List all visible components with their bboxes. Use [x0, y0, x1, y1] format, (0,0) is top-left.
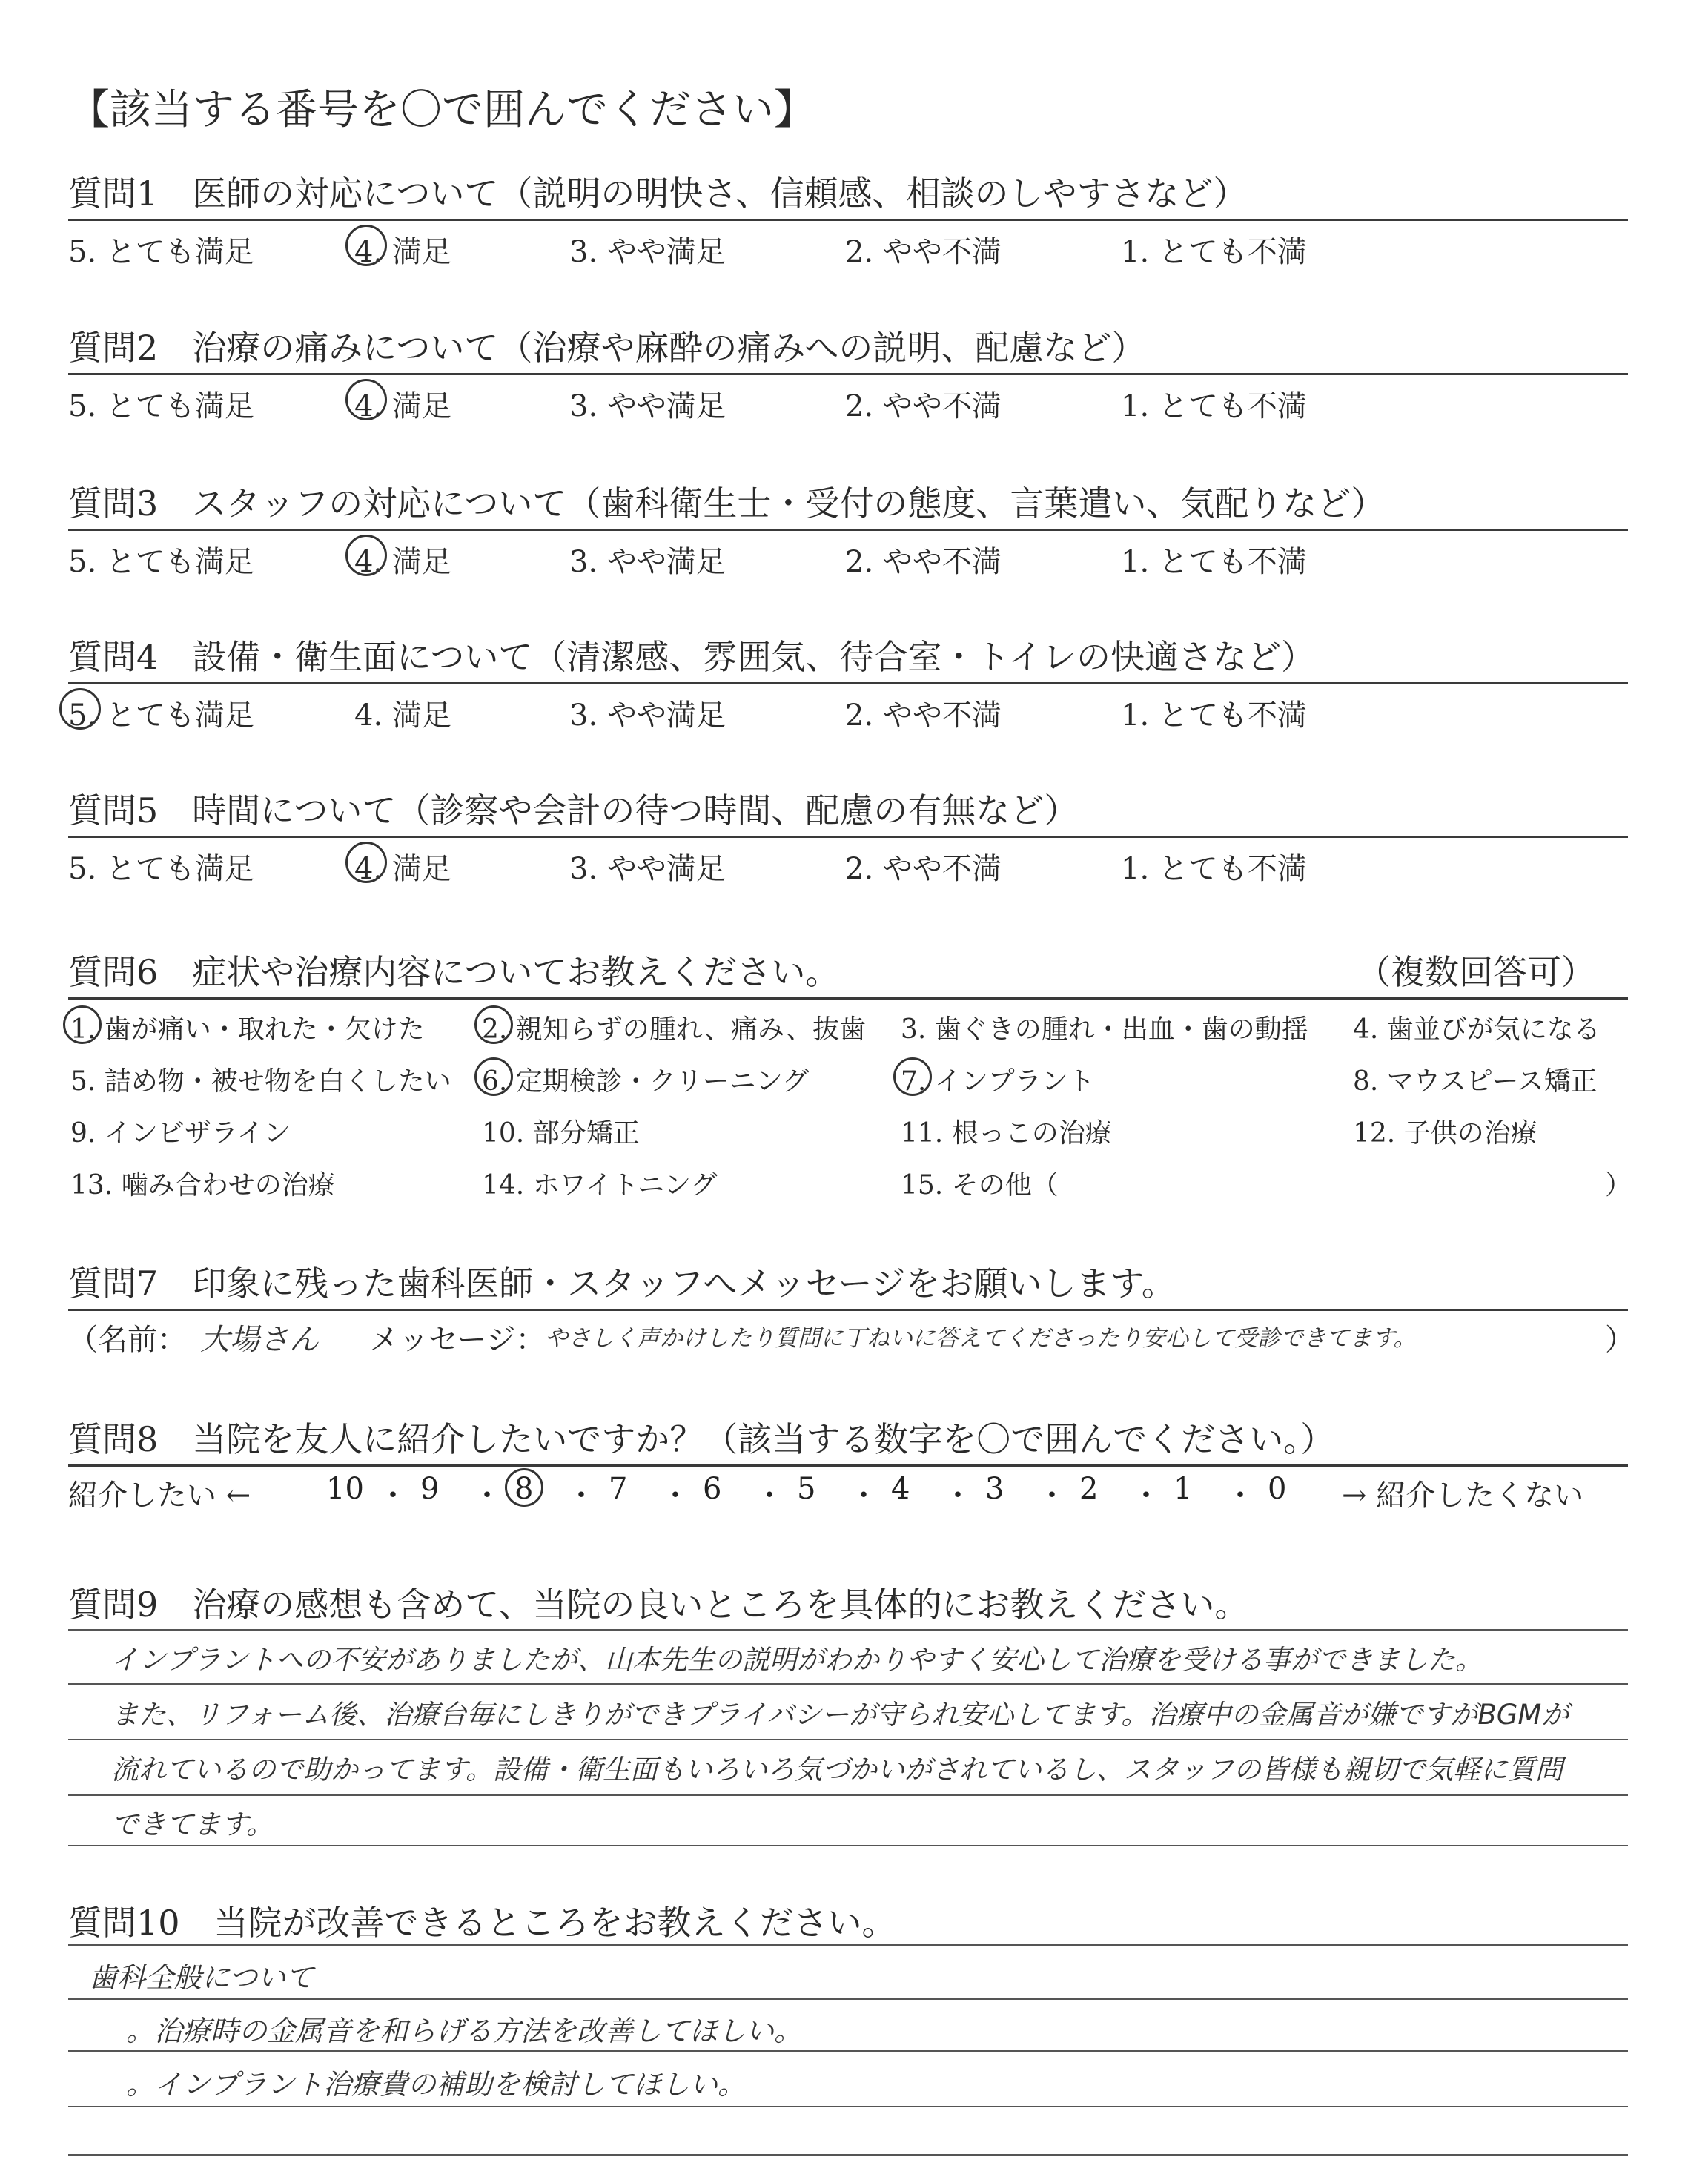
q6-item: 15. その他（ — [901, 1170, 1059, 1200]
q7-name-label: （名前： — [68, 1323, 187, 1357]
question-1-title: 質問1 医師の対応について（説明の明快さ、信頼感、相談のしやすさなど） — [68, 174, 1248, 214]
q8-scale-number: 4 — [891, 1472, 910, 1506]
q8-left-label: 紹介したい ← — [68, 1479, 251, 1513]
q10-rule — [68, 2050, 1628, 2052]
q6-rule — [68, 997, 1628, 1000]
q10-rule — [68, 2106, 1628, 2107]
form-heading: 【該当する番号を〇で囲んでください】 — [68, 86, 815, 134]
q7-name-value: 大場さん — [200, 1323, 319, 1357]
q6-item: 3. 歯ぐきの腫れ・出血・歯の動揺 — [901, 1014, 1308, 1045]
q6-note: （複数回答可） — [1357, 952, 1595, 992]
question-3-option-1: 1. とても不満 — [1121, 545, 1307, 579]
q8-scale-dot: ・ — [1131, 1479, 1161, 1513]
q8-scale-number: 8 — [514, 1472, 534, 1506]
q10-rule — [68, 1944, 1628, 1946]
q8-scale-dot: ・ — [472, 1479, 502, 1513]
answer-circle — [345, 379, 387, 420]
question-1-option-2: 2. やや不満 — [845, 235, 1002, 269]
q8-scale-dot: ・ — [378, 1479, 408, 1513]
question-5-rule — [68, 836, 1628, 838]
q9-rule — [68, 1683, 1628, 1685]
question-2-title: 質問2 治療の痛みについて（治療や麻酔の痛みへの説明、配慮など） — [68, 328, 1146, 368]
question-2-option-3: 3. やや満足 — [569, 389, 726, 423]
question-1-option-4: 4. 満足 — [354, 235, 451, 269]
answer-circle — [63, 1005, 102, 1044]
question-5-option-3: 3. やや満足 — [569, 852, 726, 886]
question-1-option-1: 1. とても不満 — [1121, 235, 1307, 269]
question-2-option-2: 2. やや不満 — [845, 389, 1002, 423]
q7-message-value: やさしく声かけしたり質問に丁ねいに答えてくださったり安心して受診できてます。 — [545, 1325, 1417, 1352]
answer-circle — [505, 1468, 543, 1507]
q10-title: 質問10 当院が改善できるところをお教えください。 — [68, 1903, 896, 1943]
q8-right-label: → 紹介したくない — [1342, 1479, 1584, 1513]
q9-answer-line: 流れているので助かってます。設備・衛生面もいろいろ気づかいがされているし、スタッフの皆様も親切で気軽に質問 — [111, 1754, 1563, 1786]
q8-scale-number: 9 — [420, 1472, 440, 1506]
q9-answer-line: また、リフォーム後、治療台毎にしきりができプライバシーが守られ安心してます。治療中の金属音が嫌ですがBGMが — [111, 1699, 1569, 1731]
answer-circle — [345, 535, 387, 576]
question-2-option-1: 1. とても不満 — [1121, 389, 1307, 423]
q7-title: 質問7 印象に残った歯科医師・スタッフへメッセージをお願いします。 — [68, 1264, 1176, 1304]
q8-scale-dot: ・ — [1225, 1479, 1255, 1513]
q10-rule — [68, 2154, 1628, 2156]
answer-circle — [474, 1005, 513, 1044]
q8-scale-number: 0 — [1268, 1472, 1287, 1506]
q8-rule — [68, 1464, 1628, 1467]
question-5-option-5: 5. とても満足 — [68, 852, 254, 886]
question-4-option-2: 2. やや不満 — [845, 698, 1002, 733]
q6-item: 11. 根っこの治療 — [901, 1118, 1112, 1149]
question-2-option-5: 5. とても満足 — [68, 389, 254, 423]
question-5-option-1: 1. とても不満 — [1121, 852, 1307, 886]
question-1-rule — [68, 219, 1628, 221]
question-5-option-4: 4. 満足 — [354, 852, 451, 886]
q6-item: 7. インプラント — [901, 1066, 1095, 1097]
question-4-option-4: 4. 満足 — [354, 698, 451, 733]
q7-message-label: メッセージ： — [369, 1323, 546, 1357]
q6-item: 2. 親知らずの腫れ、痛み、抜歯 — [482, 1014, 867, 1045]
q8-scale-dot: ・ — [849, 1479, 878, 1513]
question-2-rule — [68, 373, 1628, 375]
q6-item: ） — [1605, 1170, 1632, 1200]
q8-scale-dot: ・ — [661, 1479, 690, 1513]
q6-item: 4. 歯並びが気になる — [1353, 1014, 1601, 1045]
q8-scale-number: 10 — [326, 1472, 364, 1506]
answer-circle — [345, 842, 387, 883]
q10-answer-line: 。治療時の金属音を和らげる方法を改善してほしい。 — [126, 2015, 803, 2047]
q6-title: 質問6 症状や治療内容についてお教えください。 — [68, 952, 840, 992]
answer-circle — [345, 225, 387, 266]
q9-rule — [68, 1629, 1628, 1631]
question-2-option-4: 4. 満足 — [354, 389, 451, 423]
q6-item: 13. 噛み合わせの治療 — [70, 1170, 335, 1200]
q9-answer-line: できてます。 — [111, 1809, 274, 1840]
q8-scale-number: 6 — [703, 1472, 722, 1506]
q10-answer-line: 歯科全般について — [89, 1961, 314, 1994]
q8-scale-number: 2 — [1079, 1472, 1099, 1506]
question-4-option-5: 5. とても満足 — [68, 698, 254, 733]
q6-item: 12. 子供の治療 — [1353, 1118, 1537, 1149]
q8-scale-dot: ・ — [566, 1479, 596, 1513]
q7-close: ） — [1605, 1323, 1635, 1357]
q6-item: 5. 詰め物・被せ物を白くしたい — [70, 1066, 451, 1097]
q8-scale-dot: ・ — [943, 1479, 973, 1513]
answer-circle — [59, 688, 101, 730]
q8-scale-dot: ・ — [1037, 1479, 1067, 1513]
q10-rule — [68, 1998, 1628, 2000]
question-4-title: 質問4 設備・衛生面について（清潔感、雰囲気、待合室・トイレの快適さなど） — [68, 637, 1316, 677]
question-3-option-2: 2. やや不満 — [845, 545, 1002, 579]
q6-item: 1. 歯が痛い・取れた・欠けた — [70, 1014, 425, 1045]
q8-title: 質問8 当院を友人に紹介したいですか？（該当する数字を〇で囲んでください。） — [68, 1419, 1335, 1459]
q6-item: 6. 定期検診・クリーニング — [482, 1066, 810, 1097]
q8-scale-number: 7 — [609, 1472, 628, 1506]
question-4-rule — [68, 682, 1628, 684]
q9-rule — [68, 1845, 1628, 1846]
q6-item: 8. マウスピース矯正 — [1353, 1066, 1598, 1097]
question-3-option-3: 3. やや満足 — [569, 545, 726, 579]
q8-scale-number: 5 — [797, 1472, 816, 1506]
question-4-option-3: 3. やや満足 — [569, 698, 726, 733]
q9-rule — [68, 1739, 1628, 1740]
question-1-option-3: 3. やや満足 — [569, 235, 726, 269]
answer-circle — [893, 1057, 932, 1096]
answer-circle — [474, 1057, 513, 1096]
q6-item: 14. ホワイトニング — [482, 1170, 718, 1200]
q6-item: 10. 部分矯正 — [482, 1118, 640, 1149]
q9-rule — [68, 1794, 1628, 1796]
q10-answer-line: 。インプラント治療費の補助を検討してほしい。 — [126, 2068, 747, 2101]
question-5-title: 質問5 時間について（診察や会計の待つ時間、配慮の有無など） — [68, 790, 1079, 830]
q8-scale-number: 3 — [985, 1472, 1004, 1506]
q9-title: 質問9 治療の感想も含めて、当院の良いところを具体的にお教えください。 — [68, 1585, 1249, 1625]
question-3-option-4: 4. 満足 — [354, 545, 451, 579]
question-3-option-5: 5. とても満足 — [68, 545, 254, 579]
q7-rule — [68, 1309, 1628, 1311]
q9-answer-line: インプラントへの不安がありましたが、山本先生の説明がわかりやすく安心して治療を受ける事ができました。 — [111, 1644, 1483, 1676]
question-4-option-1: 1. とても不満 — [1121, 698, 1307, 733]
question-3-title: 質問3 スタッフの対応について（歯科衛生士・受付の態度、言葉遣い、気配りなど） — [68, 483, 1386, 524]
q8-scale-number: 1 — [1174, 1472, 1193, 1506]
q8-scale-dot: ・ — [755, 1479, 784, 1513]
question-5-option-2: 2. やや不満 — [845, 852, 1002, 886]
question-3-rule — [68, 529, 1628, 531]
question-1-option-5: 5. とても満足 — [68, 235, 254, 269]
q6-item: 9. インビザライン — [70, 1118, 291, 1149]
